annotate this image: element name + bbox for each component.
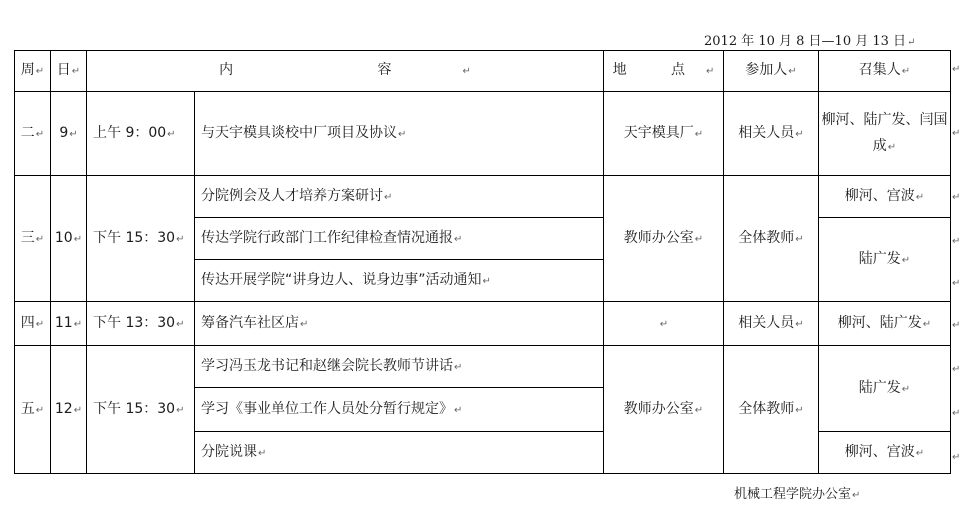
convener-cell: 陆广发↵ — [819, 218, 951, 302]
time-cell: 下午 13：30↵ — [87, 302, 195, 346]
date-range: 2012 年 10 月 8 日—10 月 13 日↵ — [704, 34, 916, 49]
week-cell: 二↵ — [15, 92, 51, 176]
content-item: 学习《事业单位工作人员处分暂行规定》↵ — [195, 388, 604, 432]
header-day: 日↵ — [51, 51, 87, 92]
day-cell: 9↵ — [51, 92, 87, 176]
table-row — [15, 92, 951, 176]
content-item: 分院例会及人才培养方案研讨↵ — [195, 176, 604, 218]
convener-cell: 柳河、陆广发↵ — [819, 302, 951, 346]
issuer-footer: 机械工程学院办公室↵ — [734, 487, 861, 502]
time-cell: 上午 9：00↵ — [87, 92, 195, 176]
location-cell: 天宇模具厂↵ — [604, 92, 724, 176]
paragraph-mark: ↵ — [952, 364, 961, 375]
week-cell: 四↵ — [15, 302, 51, 346]
table-row — [15, 176, 951, 218]
header-week: 周↵ — [15, 51, 51, 92]
content-item: 与天宇模具谈校中厂项目及协议↵ — [195, 92, 604, 176]
convener-cell: 陆广发↵ — [819, 346, 951, 432]
content-item: 传达开展学院“讲身边人、说身边事”活动通知↵ — [195, 260, 604, 302]
day-cell: 10↵ — [51, 176, 87, 302]
convener-cell: 柳河、宫波↵ — [819, 432, 951, 474]
day-cell: 12↵ — [51, 346, 87, 474]
time-cell: 下午 15：30↵ — [87, 346, 195, 474]
content-item: 传达学院行政部门工作纪律检查情况通报↵ — [195, 218, 604, 260]
convener-cell: 柳河、陆广发、闫国成↵ — [819, 92, 951, 176]
header-participants: 参加人↵ — [724, 51, 819, 92]
time-cell: 下午 15：30↵ — [87, 176, 195, 302]
header-row — [15, 51, 951, 92]
header-location: 地 点↵ — [604, 51, 724, 92]
content-item: 分院说课↵ — [195, 432, 604, 474]
participants-cell: 相关人员↵ — [724, 92, 819, 176]
schedule-table — [14, 50, 951, 474]
header-convener: 召集人↵ — [819, 51, 951, 92]
participants-cell: 相关人员↵ — [724, 302, 819, 346]
participants-cell: 全体教师↵ — [724, 176, 819, 302]
location-cell: 教师办公室↵ — [604, 346, 724, 474]
paragraph-mark: ↵ — [952, 128, 961, 139]
paragraph-mark: ↵ — [952, 278, 961, 289]
table-row — [15, 302, 951, 346]
content-item: 学习冯玉龙书记和赵继会院长教师节讲话↵ — [195, 346, 604, 388]
week-cell: 三↵ — [15, 176, 51, 302]
day-cell: 11↵ — [51, 302, 87, 346]
paragraph-mark: ↵ — [952, 64, 961, 75]
participants-cell: 全体教师↵ — [724, 346, 819, 474]
location-cell: 教师办公室↵ — [604, 176, 724, 302]
convener-cell: 柳河、宫波↵ — [819, 176, 951, 218]
content-item: 筹备汽车社区店↵ — [195, 302, 604, 346]
location-cell: ↵ — [604, 302, 724, 346]
paragraph-mark: ↵ — [952, 192, 961, 203]
paragraph-mark: ↵ — [952, 452, 961, 463]
header-content: 内 容↵ — [87, 51, 604, 92]
paragraph-mark: ↵ — [952, 236, 961, 247]
week-cell: 五↵ — [15, 346, 51, 474]
table-row — [15, 346, 951, 388]
paragraph-mark: ↵ — [952, 408, 961, 419]
paragraph-mark: ↵ — [952, 320, 961, 331]
